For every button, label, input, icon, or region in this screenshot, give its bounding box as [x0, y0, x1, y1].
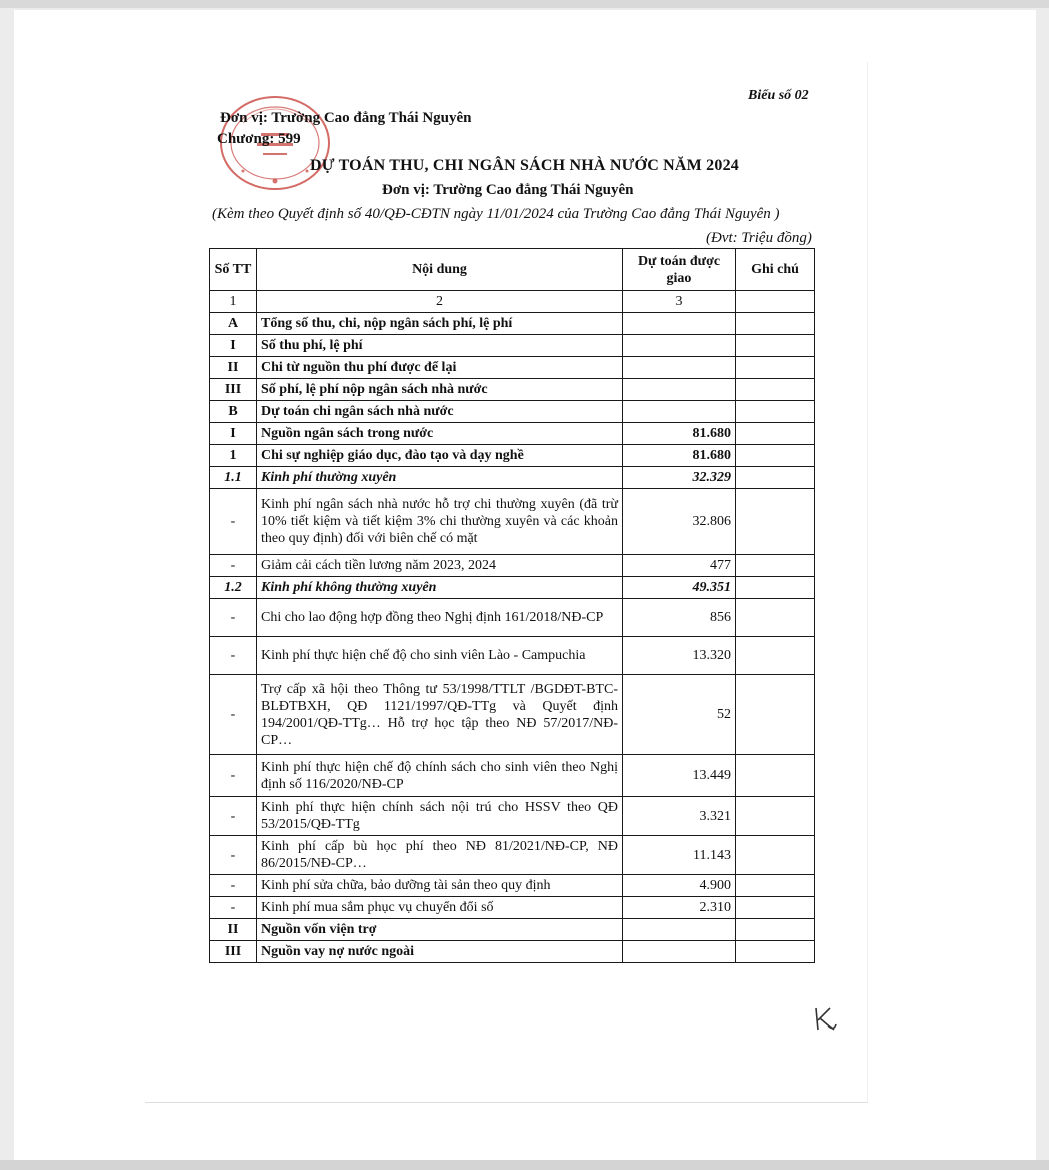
content-cell: Tổng số thu, chi, nộp ngân sách phí, lệ phí	[257, 313, 623, 335]
note-cell	[736, 555, 815, 577]
stt-cell: III	[210, 941, 257, 963]
budget-cell: 856	[623, 599, 736, 637]
stt-cell: -	[210, 599, 257, 637]
note-cell	[736, 423, 815, 445]
stt-cell: II	[210, 919, 257, 941]
viewer-bottom-bar	[0, 1160, 1049, 1170]
table-row	[210, 919, 815, 941]
content-cell: Nguồn ngân sách trong nước	[257, 423, 623, 445]
stt-cell: I	[210, 335, 257, 357]
note-cell	[736, 379, 815, 401]
budget-cell: 81.680	[623, 423, 736, 445]
decision-reference: (Kèm theo Quyết định số 40/QĐ-CĐTN ngày 11/01/2024 của Trường Cao đẳng Thái Nguyên )	[212, 206, 780, 222]
stt-cell: 1.1	[210, 467, 257, 489]
note-cell	[736, 637, 815, 675]
note-cell	[736, 489, 815, 555]
content-cell: Giảm cải cách tiền lương năm 2023, 2024	[257, 555, 623, 577]
budget-cell	[623, 357, 736, 379]
stt-cell: A	[210, 313, 257, 335]
index-cell: 3	[623, 291, 736, 313]
index-cell	[736, 291, 815, 313]
table-row	[210, 897, 815, 919]
note-cell	[736, 797, 815, 836]
content-cell: Dự toán chi ngân sách nhà nước	[257, 401, 623, 423]
note-cell	[736, 836, 815, 875]
budget-cell	[623, 919, 736, 941]
unit-line: Đơn vị: Trường Cao đẳng Thái Nguyên	[220, 110, 472, 126]
budget-cell	[623, 401, 736, 423]
stt-cell: -	[210, 836, 257, 875]
content-cell: Chi từ nguồn thu phí được để lại	[257, 357, 623, 379]
table-row	[210, 875, 815, 897]
note-cell	[736, 897, 815, 919]
table-row	[210, 675, 815, 755]
stt-cell: I	[210, 423, 257, 445]
table-row	[210, 555, 815, 577]
form-number: Biểu số 02	[748, 88, 809, 103]
note-cell	[736, 675, 815, 755]
content-cell: Chi cho lao động hợp đồng theo Nghị định 161/2018/NĐ-CP	[257, 599, 623, 637]
header-budget: Dự toán được giao	[623, 249, 736, 291]
stt-cell: -	[210, 797, 257, 836]
note-cell	[736, 875, 815, 897]
content-cell: Số thu phí, lệ phí	[257, 335, 623, 357]
stt-cell: -	[210, 637, 257, 675]
table-row	[210, 599, 815, 637]
content-cell: Kinh phí thực hiện chế độ chính sách cho sinh viên theo Nghị định số 116/2020/NĐ-CP	[257, 755, 623, 797]
index-cell: 2	[257, 291, 623, 313]
stt-cell: 1	[210, 445, 257, 467]
stt-cell: -	[210, 875, 257, 897]
budget-cell: 13.449	[623, 755, 736, 797]
header-note: Ghi chú	[736, 249, 815, 291]
budget-cell: 32.806	[623, 489, 736, 555]
table-row	[210, 577, 815, 599]
viewer-top-bar	[0, 0, 1049, 8]
budget-cell: 81.680	[623, 445, 736, 467]
note-cell	[736, 467, 815, 489]
table-row	[210, 755, 815, 797]
budget-cell: 2.310	[623, 897, 736, 919]
note-cell	[736, 401, 815, 423]
stt-cell: 1.2	[210, 577, 257, 599]
header-stt: Số TT	[210, 249, 257, 291]
budget-cell	[623, 335, 736, 357]
content-cell: Kinh phí thực hiện chính sách nội trú cho HSSV theo QĐ 53/2015/QĐ-TTg	[257, 797, 623, 836]
budget-cell: 49.351	[623, 577, 736, 599]
content-cell: Nguồn vay nợ nước ngoài	[257, 941, 623, 963]
table-row	[210, 467, 815, 489]
table-body	[210, 291, 815, 963]
table-row	[210, 941, 815, 963]
budget-cell: 4.900	[623, 875, 736, 897]
table-row	[210, 489, 815, 555]
stt-cell: -	[210, 897, 257, 919]
note-cell	[736, 445, 815, 467]
table-row	[210, 357, 815, 379]
table-row	[210, 797, 815, 836]
content-cell: Chi sự nghiệp giáo dục, đào tạo và dạy nghề	[257, 445, 623, 467]
stt-cell: -	[210, 489, 257, 555]
note-cell	[736, 919, 815, 941]
table-row	[210, 836, 815, 875]
content-cell: Kinh phí ngân sách nhà nước hỗ trợ chi thường xuyên (đã trừ 10% tiết kiệm và tiết kiệm 3% chi thường xuyên và các khoản theo quy định) đối với biên chế có mặt	[257, 489, 623, 555]
content-cell: Số phí, lệ phí nộp ngân sách nhà nước	[257, 379, 623, 401]
stt-cell: -	[210, 755, 257, 797]
content-cell: Trợ cấp xã hội theo Thông tư 53/1998/TTLT /BGDĐT-BTC-BLĐTBXH, QĐ 1121/1997/QĐ-TTg và Quyết định 194/2001/QĐ-TTg… Hỗ trợ học tập theo NĐ 57/2017/NĐ-CP…	[257, 675, 623, 755]
stt-cell: -	[210, 675, 257, 755]
unit-note: (Đvt: Triệu đồng)	[706, 230, 812, 246]
budget-table	[209, 248, 815, 963]
note-cell	[736, 755, 815, 797]
content-cell: Kinh phí mua sắm phục vụ chuyển đổi số	[257, 897, 623, 919]
content-cell: Kinh phí cấp bù học phí theo NĐ 81/2021/NĐ-CP, NĐ 86/2015/NĐ-CP…	[257, 836, 623, 875]
stt-cell: B	[210, 401, 257, 423]
column-index-row	[210, 291, 815, 313]
stt-cell: III	[210, 379, 257, 401]
note-cell	[736, 941, 815, 963]
stt-cell: II	[210, 357, 257, 379]
document-title: DỰ TOÁN THU, CHI NGÂN SÁCH NHÀ NƯỚC NĂM 2024	[310, 157, 739, 174]
budget-cell: 52	[623, 675, 736, 755]
document-subtitle: Đơn vị: Trường Cao đẳng Thái Nguyên	[382, 182, 634, 198]
table-row	[210, 379, 815, 401]
budget-cell: 11.143	[623, 836, 736, 875]
content-cell: Kinh phí sửa chữa, bảo dưỡng tài sản theo quy định	[257, 875, 623, 897]
header-content: Nội dung	[257, 249, 623, 291]
budget-cell	[623, 379, 736, 401]
table-row	[210, 637, 815, 675]
index-cell: 1	[210, 291, 257, 313]
content-cell: Kinh phí thực hiện chế độ cho sinh viên Lào - Campuchia	[257, 637, 623, 675]
budget-cell: 477	[623, 555, 736, 577]
content-cell: Kinh phí không thường xuyên	[257, 577, 623, 599]
budget-cell	[623, 313, 736, 335]
budget-cell: 32.329	[623, 467, 736, 489]
initials-signature-icon	[812, 1004, 838, 1034]
chapter-line: Chương: 599	[217, 131, 301, 147]
note-cell	[736, 577, 815, 599]
note-cell	[736, 335, 815, 357]
note-cell	[736, 357, 815, 379]
budget-cell	[623, 941, 736, 963]
content-cell: Nguồn vốn viện trợ	[257, 919, 623, 941]
stt-cell: -	[210, 555, 257, 577]
table-row	[210, 445, 815, 467]
table-row	[210, 423, 815, 445]
budget-cell: 13.320	[623, 637, 736, 675]
table-row	[210, 313, 815, 335]
budget-cell: 3.321	[623, 797, 736, 836]
note-cell	[736, 313, 815, 335]
note-cell	[736, 599, 815, 637]
table-row	[210, 335, 815, 357]
table-row	[210, 401, 815, 423]
table-header-row	[210, 249, 815, 291]
content-cell: Kinh phí thường xuyên	[257, 467, 623, 489]
